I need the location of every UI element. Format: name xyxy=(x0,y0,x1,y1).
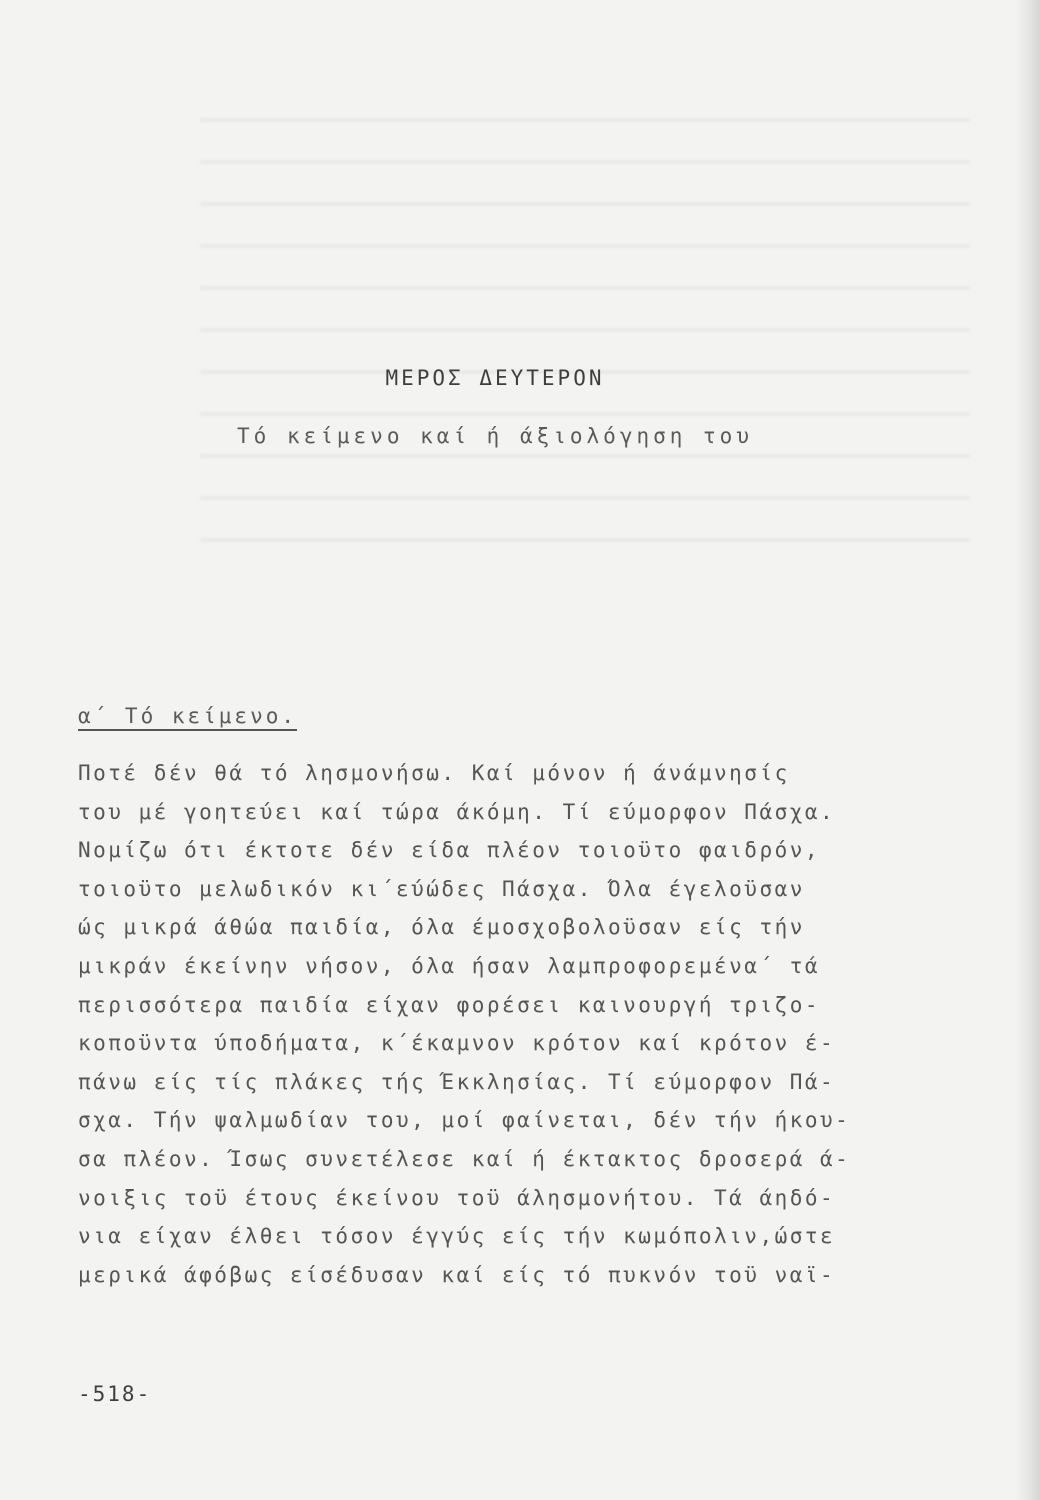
text-line: τοιοϋτο μελωδικόν κι΄εύώδες Πάσχα. Όλα έγελοϋσαν xyxy=(78,876,805,901)
text-line: κοποϋντα ύποδήματα, κ΄έκαμνον κρότον καί κρότον έ- xyxy=(78,1031,836,1056)
text-line: σα πλέον. Ίσως συνετέλεσε καί ή έκτακτος δροσερά ά- xyxy=(78,1146,851,1171)
text-line: Ποτέ δέν θά τό λησμονήσω. Καί μόνον ή άνάμνησίς xyxy=(78,761,790,785)
text-line: ώς μικρά άθώα παιδία, όλα έμοσχοβολοϋσαν είς τήν xyxy=(78,915,805,940)
text-line: Νομίζω ότι έκτοτε δέν είδα πλέον τοιοϋτο φαιδρόν, xyxy=(78,838,821,863)
text-line: περισσότερα παιδία είχαν φορέσει καινουργή τριζο- xyxy=(78,992,821,1017)
text-line: μικράν έκείνην νήσον, όλα ήσαν λαμπροφορεμένα΄ τά xyxy=(78,953,821,978)
reverse-side-bleed-through xyxy=(200,90,970,560)
text-line: πάνω είς τίς πλάκες τής Έκκλησίας. Τί εύμορφον Πά- xyxy=(78,1069,836,1094)
text-line: σχα. Τήν ψαλμωδίαν του, μοί φαίνεται, δέν τήν ήκου- xyxy=(78,1108,851,1133)
part-subtitle: Τό κείμενο καί ή άξιολόγηση του xyxy=(237,424,753,448)
page-edge-shadow xyxy=(1014,0,1040,1500)
body-text xyxy=(78,754,968,1294)
page-number: -518- xyxy=(78,1382,152,1406)
text-line: μερικά άφόβως είσέδυσαν καί είς τό πυκνόν τοϋ ναϊ- xyxy=(78,1262,836,1287)
part-title: ΜΕΡΟΣ ΔΕΥΤΕΡΟΝ xyxy=(385,366,605,390)
text-line: νια είχαν έλθει τόσον έγγύς είς τήν κωμόπολιν,ώστε xyxy=(78,1224,836,1249)
text-line: νοιξις τοϋ έτους έκείνου τοϋ άλησμονήτου. Τά άηδό- xyxy=(78,1185,836,1210)
section-heading: α΄ Τό κείμενο. xyxy=(78,704,297,731)
text-line: του μέ γοητεύει καί τώρα άκόμη. Τί εύμορφον Πάσχα. xyxy=(78,799,836,824)
